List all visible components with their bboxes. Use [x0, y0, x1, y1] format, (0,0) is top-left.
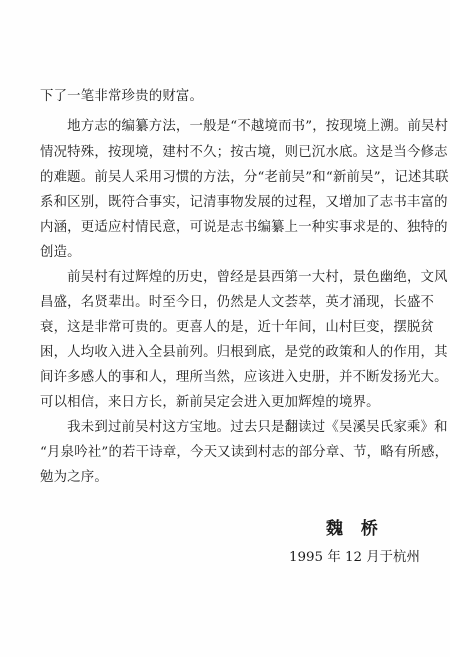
- text-line: 间许多感人的事和人，理所当然，应该进入史册，并不断发扬光大。: [40, 370, 448, 385]
- text-line: 可以相信，来日方长，新前吴定会进入更加辉煌的境界。: [40, 395, 380, 410]
- text-line: 的难题。前吴人采用习惯的方法，分“老前吴”和“新前吴”，记述其联: [40, 170, 449, 185]
- text-line: 创造。: [40, 245, 81, 260]
- text-line: 困，人均收入进入全县前列。归根到底，是党的政策和人的作用，其: [40, 345, 448, 360]
- text-line: “月泉吟社”的若干诗章，今天又读到村志的部分章、节，略有所感，: [40, 445, 449, 460]
- text-line: 衰，这是非常可贵的。更喜人的是，近十年间，山村巨变，摆脱贫: [40, 320, 435, 335]
- text-line: 勉为之序。: [40, 470, 108, 485]
- text-line: 我未到过前吴村这方宝地。过去只是翻读过《吴溪吴氏家乘》和: [40, 420, 448, 435]
- text-line: 内涵，更适应村情民意，可说是志书编纂上一种实事求是的、独特的: [40, 220, 448, 235]
- text-line: 系和区别，既符合事实，记清事物发展的过程，又增加了志书丰富的: [40, 195, 448, 210]
- text-line: 情况特殊，按现境，建村不久；按古境，则已沉水底。这是当今修志: [40, 145, 448, 160]
- text-line: 前吴村有过辉煌的历史，曾经是县西第一大村，景色幽绝，文风: [40, 270, 448, 285]
- author-signature: 魏 桥: [326, 519, 384, 539]
- text-line: 下了一笔非常珍贵的财富。: [40, 89, 204, 104]
- date-place-line: 1995 年 12 月于杭州: [289, 550, 420, 565]
- text-line: 地方志的编纂方法，一般是“不越境而书”，按现境上溯。前吴村: [40, 119, 449, 134]
- text-line: 昌盛，名贤辈出。时至今日，仍然是人文荟萃，英才涌现，长盛不: [40, 295, 435, 310]
